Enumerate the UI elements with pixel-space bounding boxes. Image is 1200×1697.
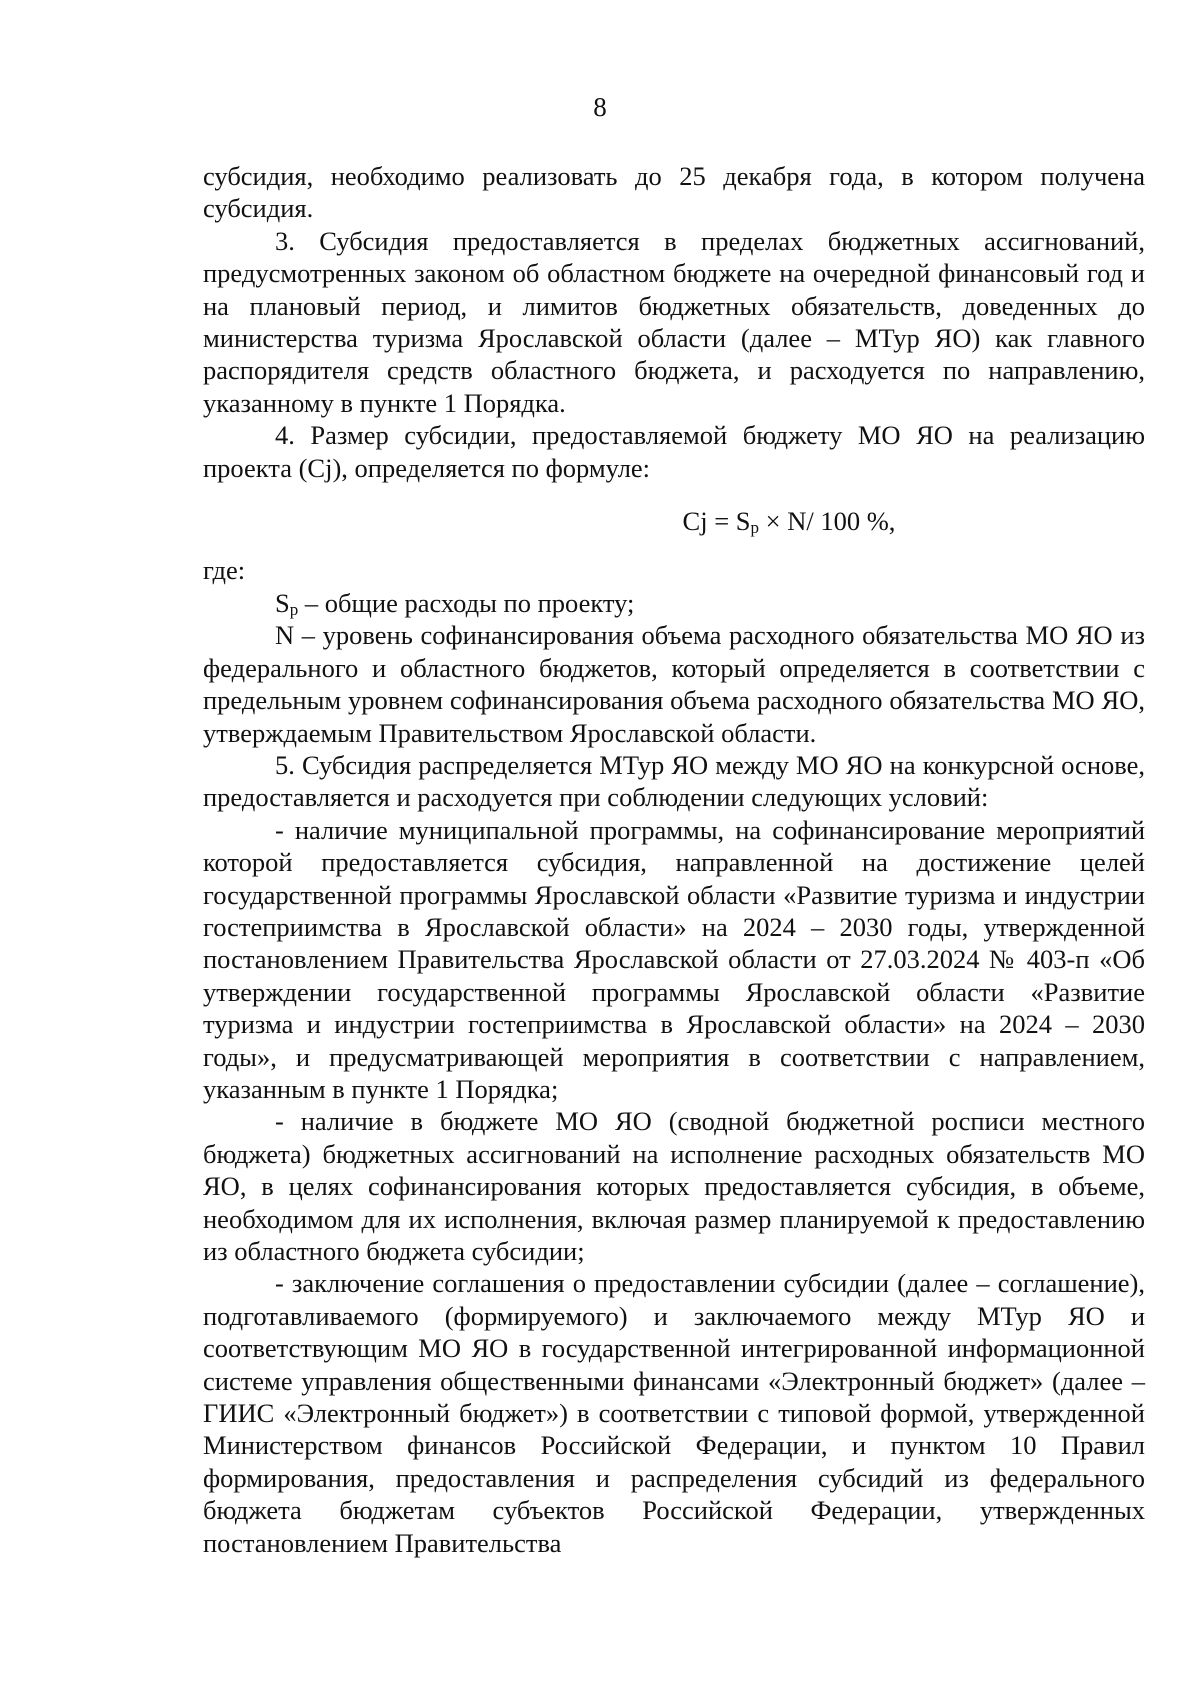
definition-n: N – уровень софинансирования объема расходного обязательства МО ЯО из федерального и областного бюджетов, который определяется в соответствии с предельным уровнем софинансирования объема расходного обязательства МО ЯО, утверждаемым Правительством Ярославской области. [203, 620, 1145, 748]
definition-sp-symbol: S [275, 587, 290, 618]
subsidy-formula [203, 505, 1145, 537]
condition-3: - заключение соглашения о предоставлении субсидии (далее – соглашение), подготавливаемого (формируемого) и заключаемого между МТур ЯО и соответствующим МО ЯО в государственной интегрированной информационной системе управления общественными финансами «Электронный бюджет» (далее – ГИИС «Электронный бюджет») в соответствии с типовой формой, утвержденной Министерством финансов Российской Федерации, и пунктом 10 Правил формирования, предоставления и распределения субсидий из федерального бюджета бюджетам субъектов Российской Федерации, утвержденных постановлением Правительства [203, 1268, 1145, 1558]
where-label: где: [203, 555, 246, 586]
formula-subscript: p [750, 518, 760, 538]
formula-lhs: Cj = S [682, 506, 751, 537]
paragraph-3: 3. Субсидия предоставляется в пределах бюджетных ассигнований, предусмотренных законом об областном бюджете на очередной финансовый год и на плановый период, и лимитов бюджетных обязательств, доведенных до министерства туризма Ярославской области (далее – МТур ЯО) как главного распорядителя средств областного бюджета, и расходуется по направлению, указанному в пункте 1 Порядка. [203, 225, 1145, 418]
formula-rhs: × N/ 100 %, [759, 506, 896, 537]
definition-sp [203, 587, 1145, 619]
page-number: 8 [593, 92, 607, 122]
paragraph-intro: субсидия, необходимо реализовать до 25 декабря года, в котором получена субсидия. [203, 161, 1145, 224]
definition-sp-subscript: p [289, 599, 299, 619]
document-body [203, 160, 1145, 1559]
condition-2: - наличие в бюджете МО ЯО (сводной бюджетной росписи местного бюджета) бюджетных ассигнований на исполнение расходных обязательств МО ЯО, в целях софинансирования которых предоставляется субсидия, в объеме, необходимом для их исполнения, включая размер планируемой к предоставлению из областного бюджета субсидии; [203, 1106, 1145, 1266]
paragraph-4: 4. Размер субсидии, предоставляемой бюджету МО ЯО на реализацию проекта (Cj), определяется по формуле: [203, 420, 1145, 483]
paragraph-5: 5. Субсидия распределяется МТур ЯО между МО ЯО на конкурсной основе, предоставляется и расходуется при соблюдении следующих условий: [203, 749, 1145, 813]
definition-sp-text: – общие расходы по проекту; [298, 587, 635, 618]
condition-1: - наличие муниципальной программы, на софинансирование мероприятий которой предоставляется субсидия, направленной на достижение целей государственной программы Ярославской области «Развитие туризма и индустрии гостеприимства в Ярославской области» на 2024 – 2030 годы, утвержденной постановлением Правительства Ярославской области от 27.03.2024 № 403-п «Об утверждении государственной программы Ярославской области «Развитие туризма и индустрии гостеприимства в Ярославской области» на 2024 – 2030 годы», и предусматривающей мероприятия в соответствии с направлением, указанным в пункте 1 Порядка; [203, 814, 1145, 1104]
